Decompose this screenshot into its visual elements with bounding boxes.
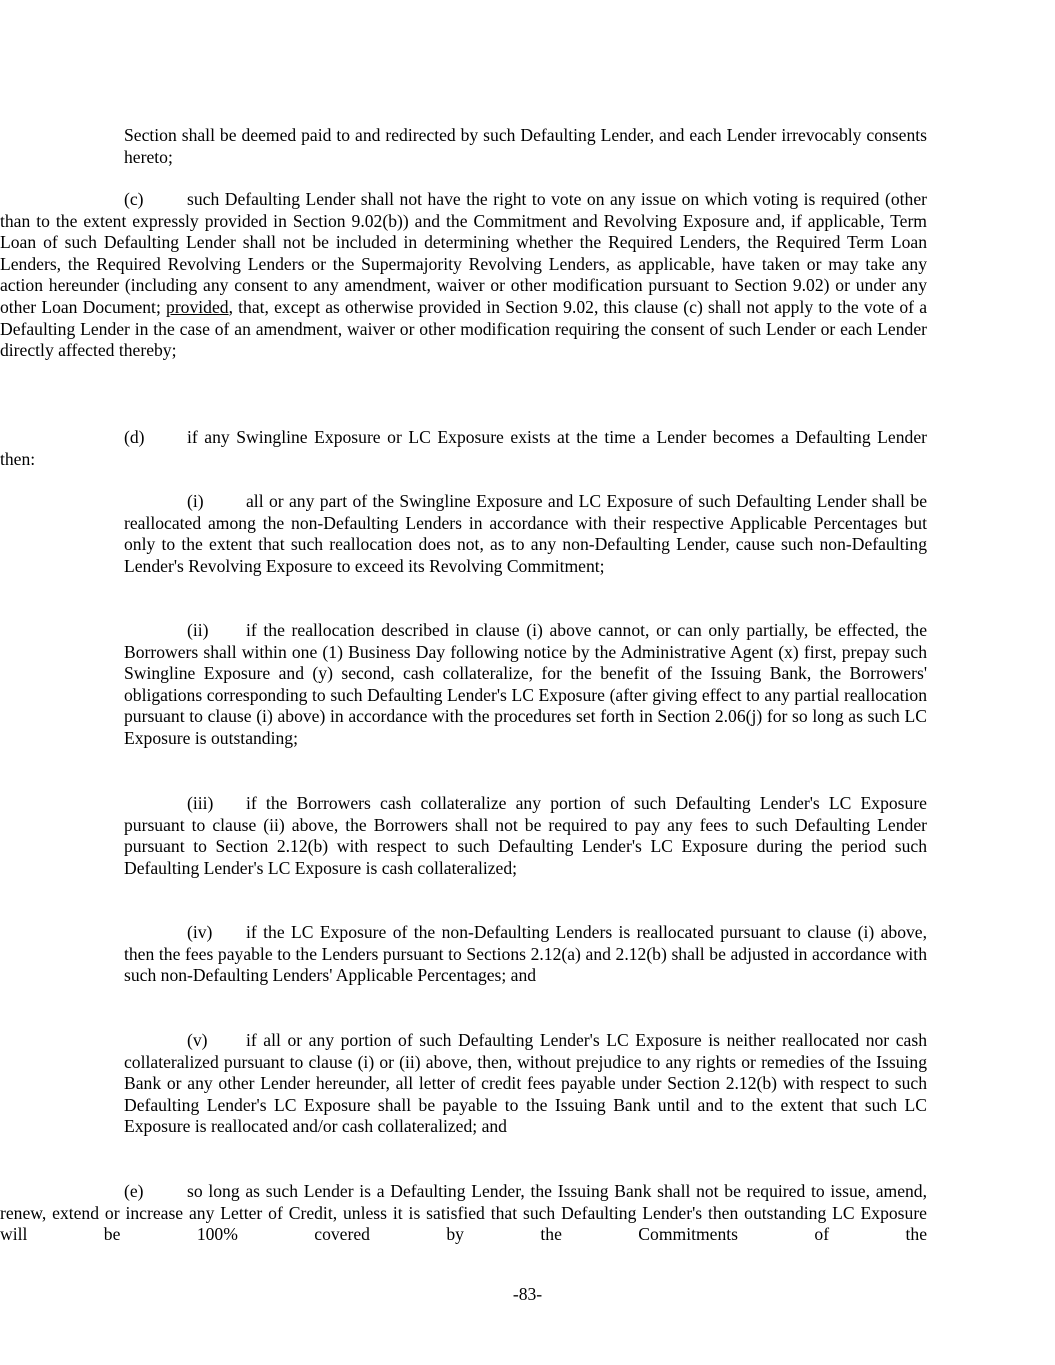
subclause-iv-label: (iv) xyxy=(187,922,213,942)
subclause-ii-label: (ii) xyxy=(187,620,209,640)
clause-c-text-before: such Defaulting Lender shall not have the right to vote on any issue on which voting is required (other than to the extent expressly provided in Section 9.02(b)) and the Commitment and Revolving Exposure and, if applicable, Term Loan of such Defaulting Lender shall not be included in determining whether the Required Lenders, the Required Term Loan Lenders, the Required Revolving Lenders or the Supermajority Revolving Lenders, as applicable, have taken or may take any action hereunder (including any consent to any amendment, waiver or other modification pursuant to Section 9.02) or under any other Loan Document; xyxy=(0,189,927,317)
clause-d-paragraph xyxy=(0,427,927,470)
subclause-i-label: (i) xyxy=(187,491,204,511)
subclause-iv-text: if the LC Exposure of the non-Defaulting Lenders is reallocated pursuant to clause (i) above, then the fees payable to the Lenders pursuant to Sections 2.12(a) and 2.12(b) shall be adjusted in accordance with such non-Defaulting Lenders' Applicable Percentages; and xyxy=(124,922,927,986)
subclause-iii-text: if the Borrowers cash collateralize any portion of such Defaulting Lender's LC Exposure pursuant to clause (ii) above, the Borrowers shall not be required to pay any fees to such Defaulting Lender pursuant to Section 2.12(b) with respect to such Defaulting Lender's LC Exposure during the period such Defaulting Lender's LC Exposure is cash collateralized; xyxy=(124,793,927,878)
subclause-ii-text: if the reallocation described in clause (i) above cannot, or can only partially, be effected, the Borrowers shall within one (1) Business Day following notice by the Administrative Agent (x) first, prepay such Swingline Exposure and (y) second, cash collateralize, for the benefit of the Issuing Bank, the Borrowers' obligations corresponding to such Defaulting Lender's LC Exposure (after giving effect to any partial reallocation pursuant to clause (i) above) in accordance with the procedures set forth in Section 2.06(j) for so long as such LC Exposure is outstanding; xyxy=(124,620,927,748)
intro-paragraph xyxy=(124,125,927,168)
clause-c-paragraph xyxy=(0,189,927,362)
subclause-ii-paragraph xyxy=(124,620,927,750)
clause-d-text: if any Swingline Exposure or LC Exposure exists at the time a Lender becomes a Defaulting Lender then: xyxy=(0,427,927,469)
clause-c-provided: provided xyxy=(166,296,229,317)
subclause-v-paragraph xyxy=(124,1030,927,1138)
subclause-v-label: (v) xyxy=(187,1030,208,1050)
clause-e-paragraph xyxy=(0,1181,927,1246)
intro-text: Section shall be deemed paid to and redirected by such Defaulting Lender, and each Lender irrevocably consents hereto; xyxy=(124,125,927,167)
clause-c-label: (c) xyxy=(124,189,144,209)
clause-e-text: so long as such Lender is a Defaulting Lender, the Issuing Bank shall not be required to issue, amend, renew, extend or increase any Letter of Credit, unless it is satisfied that such Defaulting Lender's then outstanding LC Exposure will be 100% covered by the Commitments of the xyxy=(0,1181,927,1245)
subclause-iii-label: (iii) xyxy=(187,793,214,813)
clause-d-label: (d) xyxy=(124,427,145,447)
subclause-iv-paragraph xyxy=(124,922,927,987)
subclause-i-text: all or any part of the Swingline Exposure and LC Exposure of such Defaulting Lender shall be reallocated among the non-Defaulting Lenders in accordance with their respective Applicable Percentages but only to the extent that such reallocation does not, as to any non-Defaulting Lender, cause such non-Defaulting Lender's Revolving Exposure to exceed its Revolving Commitment; xyxy=(124,491,927,576)
page-number: -83- xyxy=(512,1284,543,1304)
clause-e-label: (e) xyxy=(124,1181,144,1201)
subclause-v-text: if all or any portion of such Defaulting Lender's LC Exposure is neither reallocated nor cash collateralized pursuant to clause (i) or (ii) above, then, without prejudice to any rights or remedies of the Issuing Bank or any other Lender hereunder, all letter of credit fees payable under Section 2.12(b) with respect to such Defaulting Lender's LC Exposure shall be payable to the Issuing Bank until and to the extent that such LC Exposure is reallocated and/or cash collateralized; and xyxy=(124,1030,927,1137)
clause-c-text-after: , that, except as otherwise provided in Section 9.02, this clause (c) shall not apply to the vote of a Defaulting Lender in the case of an amendment, waiver or other modification requiring the consent of such Lender or each Lender directly affected thereby; xyxy=(0,296,927,361)
subclause-i-paragraph xyxy=(124,491,927,577)
subclause-iii-paragraph xyxy=(124,793,927,879)
